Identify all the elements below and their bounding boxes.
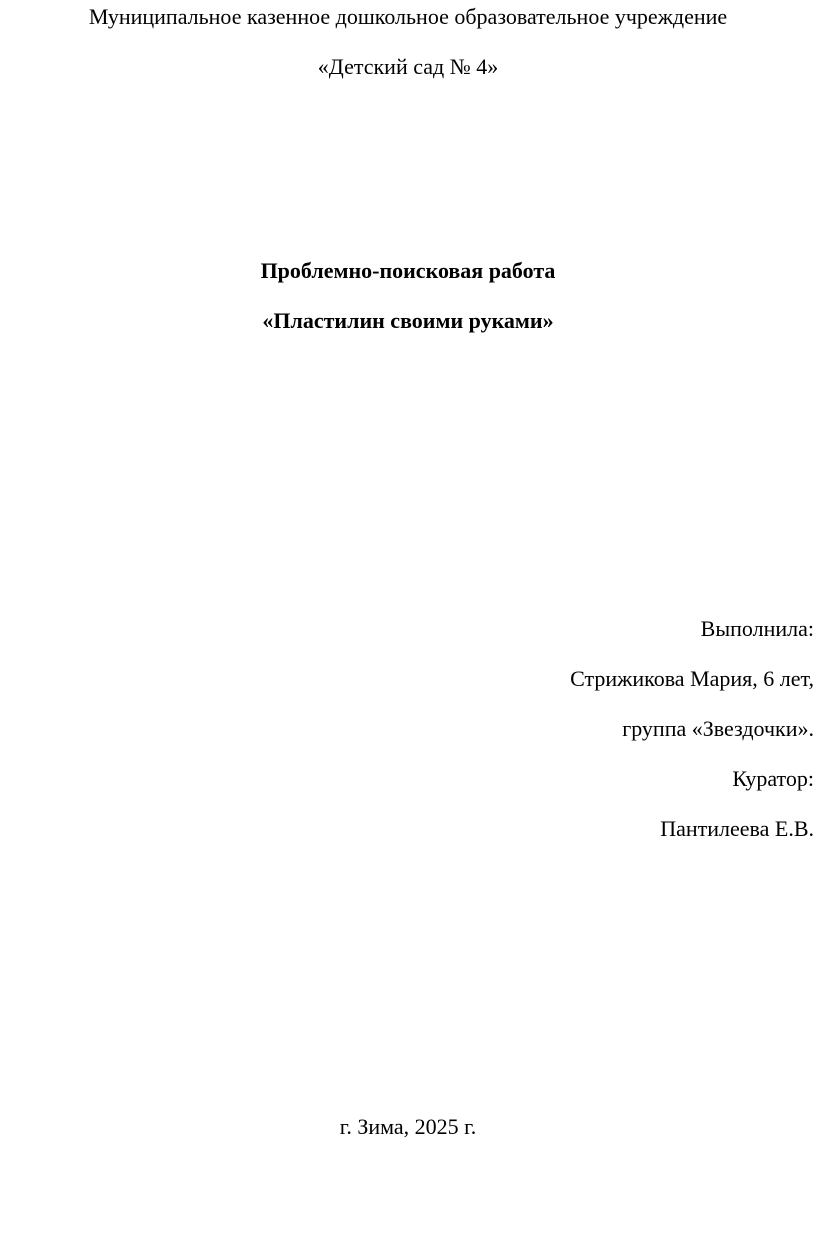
institution-name: Муниципальное казенное дошкольное образовательное учреждение xyxy=(88,4,728,29)
work-name-title: «Пластилин своими руками» xyxy=(262,308,554,333)
curator-label: Куратор: xyxy=(732,766,814,791)
curator-name: Пантилеева Е.В. xyxy=(660,816,814,841)
performed-label: Выполнила: xyxy=(700,616,814,641)
place-and-year: г. Зима, 2025 г. xyxy=(339,1114,477,1139)
kindergarten-name: «Детский сад № 4» xyxy=(317,54,499,79)
work-type-title: Проблемно-поисковая работа xyxy=(260,258,556,283)
group-name: группа «Звездочки». xyxy=(622,716,814,741)
author-name: Стрижикова Мария, 6 лет, xyxy=(570,666,814,691)
